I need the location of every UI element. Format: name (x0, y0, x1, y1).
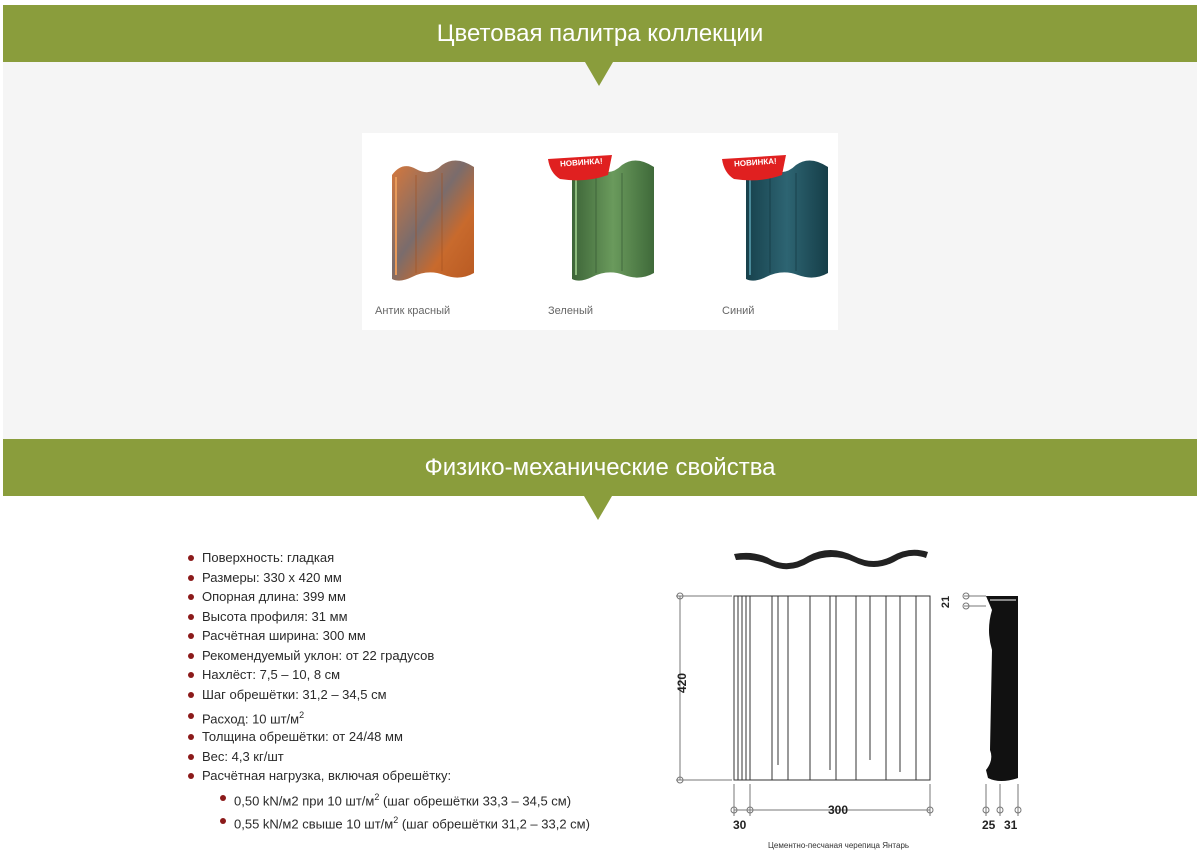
properties-section-title: Физико-механические свойства (424, 454, 776, 481)
property-item: Опорная длина: 399 мм (186, 587, 590, 607)
swatch-blue[interactable] (712, 133, 862, 330)
swatch-green[interactable] (538, 133, 688, 330)
properties-header-arrow (584, 496, 612, 520)
dim-side-b-label: 31 (1004, 818, 1018, 832)
dim-side-top-label: 21 (940, 595, 953, 609)
property-item: Толщина обрешётки: от 24/48 мм (186, 727, 590, 747)
property-subitem-load: 0,50 kN/м2 при 10 $шт/м^2$ (шаг обрешётки 33,3 – 34,5 см) (186, 786, 590, 809)
property-subitem-load: 0,55 kN/м2 свыше 10 $шт/м^2$ (шаг обрешётки 31,2 – 33,2 см) (186, 809, 590, 832)
drawing-caption: Цементно-песчаная черепица Янтарь (768, 841, 910, 850)
palette-header-arrow (585, 62, 613, 86)
tile-technical-drawing (660, 540, 1040, 840)
palette-card (362, 133, 838, 330)
property-item: Шаг обрешётки: 31,2 – 34,5 см (186, 685, 590, 705)
properties-section-header (3, 439, 1197, 496)
dim-left-label: 30 (733, 818, 747, 832)
properties-list (186, 548, 590, 832)
property-item: Нахлёст: 7,5 – 10, 8 см (186, 665, 590, 685)
property-item-consumption: Расход: 10 $шт/м^2$ (186, 704, 590, 727)
dim-width-label: 300 (828, 803, 849, 817)
property-item: Поверхность: гладкая (186, 548, 590, 568)
property-item: Высота профиля: 31 мм (186, 607, 590, 627)
swatch-antique-red[interactable] (362, 133, 512, 330)
new-badge-label: НОВИНКА! (559, 156, 603, 169)
property-item: Вес: 4,3 кг/шт (186, 747, 590, 767)
palette-section-header (3, 5, 1197, 62)
property-item: Рекомендуемый уклон: от 22 градусов (186, 646, 590, 666)
dim-height-label: 420 (675, 672, 690, 694)
swatch-label: Зеленый (548, 305, 594, 317)
swatch-label: Антик красный (375, 305, 451, 317)
property-item: Расчётная нагрузка, включая обрешётку: (186, 766, 590, 786)
swatch-label: Синий (722, 305, 755, 317)
dim-side-a-label: 25 (982, 818, 996, 832)
palette-section-title: Цветовая палитра коллекции (436, 20, 764, 47)
new-badge-label: НОВИНКА! (733, 156, 777, 169)
property-item: Расчётная ширина: 300 мм (186, 626, 590, 646)
property-item: Размеры: 330 х 420 мм (186, 568, 590, 588)
tile-image-antique-red (382, 153, 492, 293)
